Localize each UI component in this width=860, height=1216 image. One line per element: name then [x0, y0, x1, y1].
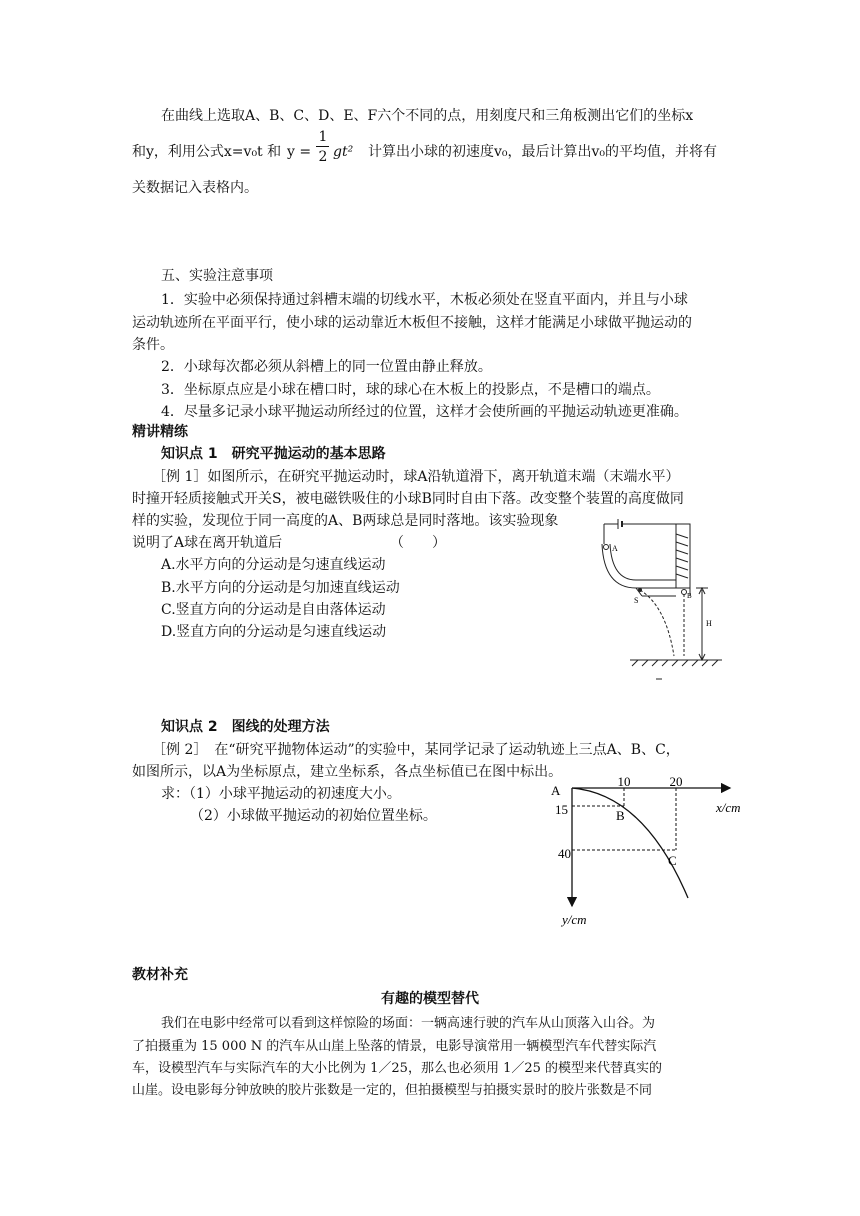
note-3: 3．坐标原点应是小球在槽口时，球的球心在木板上的投影点，不是槽口的端点。	[161, 382, 660, 398]
example-2-line-1: ［例 2］ 在“研究平抛物体运动”的实验中，某同学记录了运动轨迹上三点A、B、C，	[152, 742, 680, 758]
trajectory-graph	[548, 776, 760, 928]
point-a-label: A	[551, 783, 561, 798]
fig1-label-a: A	[612, 544, 618, 553]
fig1-label-b: B	[687, 592, 692, 600]
trajectory-curve	[572, 788, 688, 898]
point-c-label: C	[668, 853, 677, 868]
y-axis-label: y/cm	[562, 912, 587, 927]
y-tick-40: 40	[558, 846, 571, 861]
example-1-line-4: 说明了A球在离开轨道后	[132, 535, 283, 551]
example-2-line-2: 如图所示，以A为坐标原点，建立坐标系，各点坐标值已在图中标出。	[132, 764, 563, 780]
question-2: （2）小球做平抛运动的初始位置坐标。	[190, 808, 437, 824]
example-1-line-3: 样的实验，发现位于同一高度的A、B两球总是同时落地。该实验现象	[132, 513, 559, 529]
option-b: B.水平方向的分运动是匀加速直线运动	[161, 580, 400, 596]
x-tick-20: 20	[669, 776, 683, 789]
y-tick-15: 15	[555, 802, 568, 817]
note-4: 4．尽量多记录小球平抛运动所经过的位置，这样才会使所画的平抛运动轨迹更准确。	[161, 404, 688, 420]
practice-heading: 精讲精练	[132, 424, 188, 440]
knowledge-point-2: 知识点 2 图线的处理方法	[161, 719, 330, 735]
note-1-line-1: 1．实验中必须保持通过斜槽末端的切线水平，木板必须处在竖直平面内，并且与小球	[161, 292, 688, 308]
example-1-line-1: ［例 1］如图所示，在研究平抛运动时，球A沿轨道滑下，离开轨道末端（末端水平）	[152, 469, 680, 485]
point-b-label: B	[616, 808, 625, 823]
option-c: C.竖直方向的分运动是自由落体运动	[161, 602, 386, 618]
intro-line-3: 关数据记入表格内。	[132, 180, 258, 196]
supplement-line-4: 山崖。设电影每分钟放映的胶片张数是一定的，但拍摄模型与拍摄实景时的胶片张数是不同	[132, 1083, 653, 1098]
note-1-line-3: 条件。	[132, 337, 174, 353]
note-1-line-2: 运动轨迹所在平面平行，使小球的运动靠近木板但不接触，这样才能满足小球做平抛运动的	[132, 315, 692, 331]
x-axis-label: x/cm	[716, 800, 741, 815]
apparatus-figure	[596, 516, 736, 686]
x-tick-10: 10	[617, 776, 631, 789]
intro-line-1: 在曲线上选取A、B、C、D、E、F六个不同的点，用刻度尺和三角板测出它们的坐标x	[161, 108, 694, 124]
fraction-bar	[316, 146, 329, 147]
question-1: 求：（1）小球平抛运动的初速度大小。	[161, 786, 401, 802]
answer-paren: （ ）	[390, 535, 446, 551]
section-title: 五、实验注意事项	[161, 268, 273, 284]
supplement-line-2: 了拍摄重为 15 000 N 的汽车从山崖上坠落的情景，电影导演常用一辆模型汽车代替实际汽	[132, 1039, 657, 1054]
supplement-heading: 教材补充	[132, 967, 188, 983]
supplement-title: 有趣的模型替代	[381, 991, 479, 1007]
knowledge-point-1: 知识点 1 研究平抛运动的基本思路	[161, 446, 386, 462]
fig1-label-h: H	[706, 619, 712, 628]
option-d: D.竖直方向的分运动是匀速直线运动	[161, 624, 387, 640]
option-a: A.水平方向的分运动是匀速直线运动	[161, 557, 386, 573]
formula-rest: gt²	[333, 144, 354, 160]
intro-line-2-end: 计算出小球的初速度v₀，最后计算出v₀的平均值，并将有	[368, 144, 718, 160]
fig1-label-s: S	[634, 596, 639, 605]
formula-denominator: 2	[318, 149, 328, 165]
supplement-line-3: 车，设模型汽车与实际汽车的大小比例为 1／25，那么也必须用 1／25 的模型来代替真实的	[132, 1061, 663, 1076]
note-2: 2．小球每次都必须从斜槽上的同一位置由静止释放。	[161, 359, 492, 375]
intro-line-2-start: 和y，利用公式x=v₀t 和	[132, 144, 282, 160]
formula-numerator: 1	[318, 129, 328, 145]
example-1-line-2: 时撞开轻质接触式开关S，被电磁铁吸住的小球B同时自由下落。改变整个装置的高度做同	[132, 491, 684, 507]
formula-y: y =	[287, 144, 312, 160]
supplement-line-1: 我们在电影中经常可以看到这样惊险的场面：一辆高速行驶的汽车从山顶落入山谷。为	[161, 1016, 656, 1031]
